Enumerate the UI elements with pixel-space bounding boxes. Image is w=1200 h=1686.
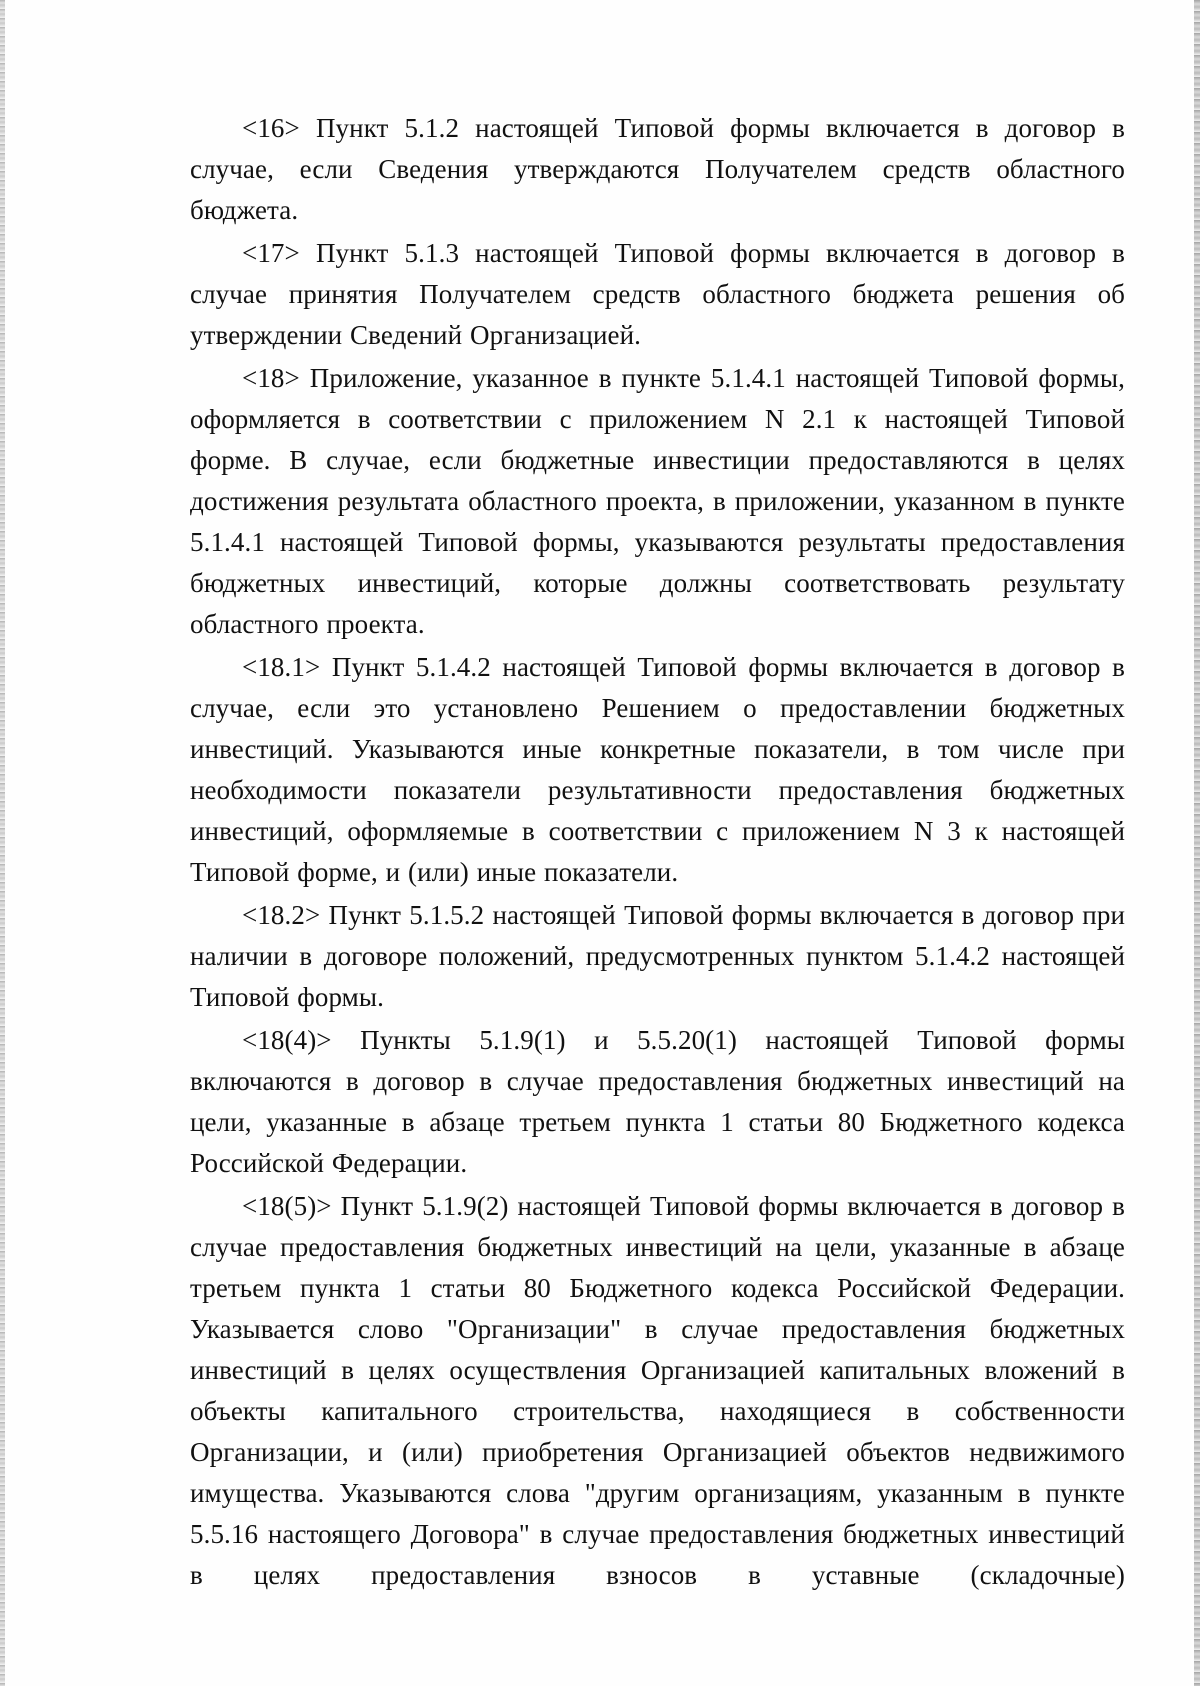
document-body [190, 108, 1125, 1598]
footnote-18-2: <18.2> Пункт 5.1.5.2 настоящей Типовой формы включается в договор при наличии в договоре положений, предусмотренных пунктом 5.1.4.2 настоящей Типовой формы. [190, 900, 1125, 1012]
footnote-17: <17> Пункт 5.1.3 настоящей Типовой формы включается в договор в случае принятия Получателем средств областного бюджета решения об утверждении Сведений Организацией. [190, 238, 1125, 350]
scan-edge-right [1194, 0, 1200, 1686]
footnote-18-1: <18.1> Пункт 5.1.4.2 настоящей Типовой формы включается в договор в случае, если это установлено Решением о предоставлении бюджетных инвестиций. Указываются иные конкретные показатели, в том числе при необходимости показатели результативности предоставления бюджетных инвестиций, оформляемые в соответствии с приложением N 3 к настоящей Типовой форме, и (или) иные показатели. [190, 652, 1125, 887]
footnote-16: <16> Пункт 5.1.2 настоящей Типовой формы включается в договор в случае, если Сведения утверждаются Получателем средств областного бюджета. [190, 113, 1125, 225]
footnote-18-4: <18(4)> Пункты 5.1.9(1) и 5.5.20(1) настоящей Типовой формы включаются в договор в случае предоставления бюджетных инвестиций на цели, указанные в абзаце третьем пункта 1 статьи 80 Бюджетного кодекса Российской Федерации. [190, 1025, 1125, 1178]
footnote-18: <18> Приложение, указанное в пункте 5.1.4.1 настоящей Типовой формы, оформляется в соответствии с приложением N 2.1 к настоящей Типовой форме. В случае, если бюджетные инвестиции предоставляются в целях достижения результата областного проекта, в приложении, указанном в пункте 5.1.4.1 настоящей Типовой формы, указываются результаты предоставления бюджетных инвестиций, которые должны соответствовать результату областного проекта. [190, 363, 1125, 639]
scan-edge-left [0, 0, 5, 1686]
footnote-18-5: <18(5)> Пункт 5.1.9(2) настоящей Типовой формы включается в договор в случае предоставления бюджетных инвестиций на цели, указанные в абзаце третьем пункта 1 статьи 80 Бюджетного кодекса Российской Федерации. Указывается слово "Организации" в случае предоставления бюджетных инвестиций в целях осуществления Организацией капитальных вложений в объекты капитального строительства, находящиеся в собственности Организации, и (или) приобретения Организацией объектов недвижимого имущества. Указываются слова "другим организациям, указанным в пункте 5.5.16 настоящего Договора" в случае предоставления бюджетных инвестиций в целях предоставления взносов в уставные (складочные) [190, 1191, 1125, 1590]
